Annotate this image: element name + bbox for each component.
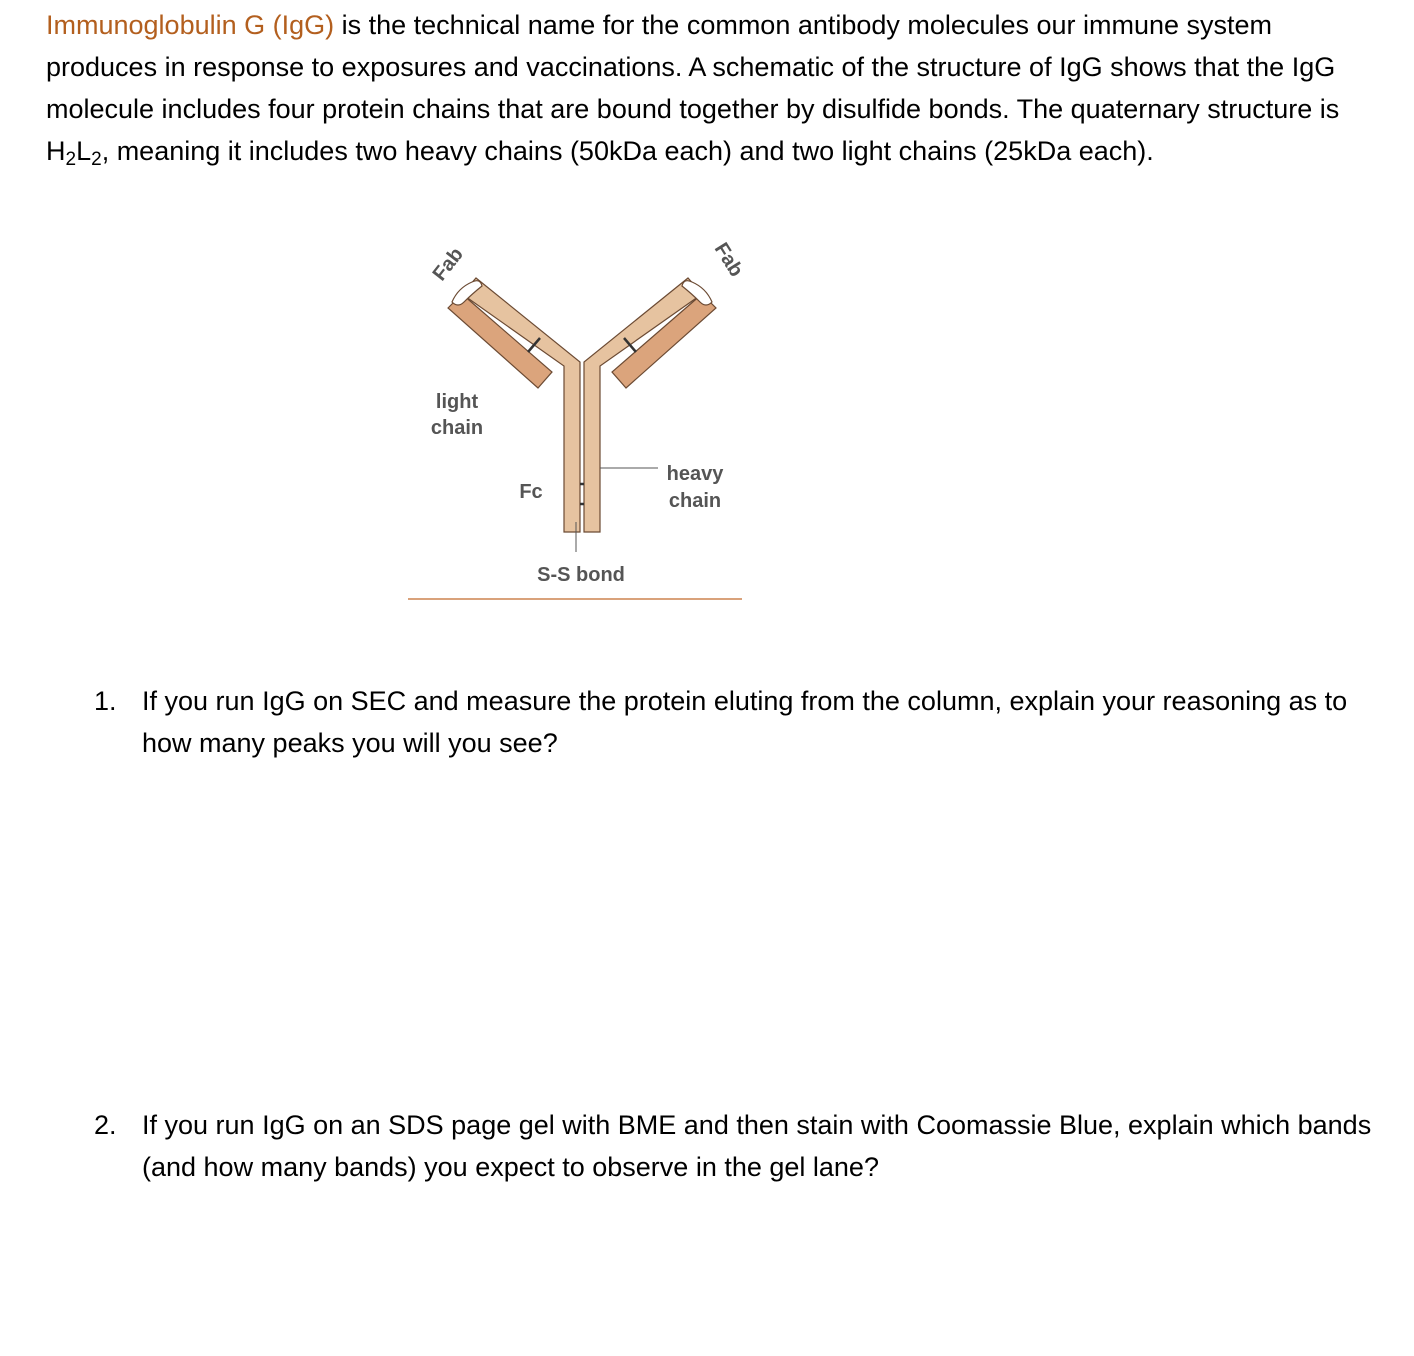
intro-text: is the technical name for the common antibody molecules our immune system produces in response to exposures and vaccinations. A schematic of the structure of IgG shows that the IgG molecule includes four protein chains that are bound together by disulfide bonds. The quaternary structure is H: [46, 10, 1340, 166]
fc-label: Fc: [519, 481, 543, 503]
intro-paragraph: [46, 4, 1376, 172]
light-chain-label-1: light: [435, 391, 479, 413]
intro-subscript-h: 2: [65, 149, 77, 170]
intro-text-tail: , meaning it includes two heavy chains (50kDa each) and two light chains (25kDa each).: [101, 136, 1154, 166]
question-1: [94, 680, 1384, 764]
igg-schematic: [400, 232, 750, 604]
question-2-number: 2.: [94, 1110, 117, 1140]
question-1-number: 1.: [94, 686, 117, 716]
light-chain-label-2: chain: [430, 417, 484, 439]
fab-right-label: Fab: [709, 238, 748, 281]
intro-text-l: L: [76, 136, 92, 166]
fab-left-label: Fab: [428, 243, 468, 286]
heavy-chain-label-1: heavy: [666, 463, 724, 485]
igg-schematic-svg: [400, 232, 750, 604]
heavy-chain-label-2: chain: [668, 490, 722, 512]
ss-bond-label: S-S bond: [537, 564, 625, 586]
intro-term: Immunoglobulin G (IgG): [46, 10, 335, 40]
question-2-text: If you run IgG on an SDS page gel with BME and then stain with Coomassie Blue, explain which bands (and how many bands) you expect to observe in the gel lane?: [142, 1110, 1372, 1182]
question-2: [94, 1104, 1384, 1188]
question-1-text: If you run IgG on SEC and measure the protein eluting from the column, explain your reasoning as to how many peaks you will you see?: [142, 686, 1348, 758]
intro-subscript-l: 2: [91, 149, 102, 170]
